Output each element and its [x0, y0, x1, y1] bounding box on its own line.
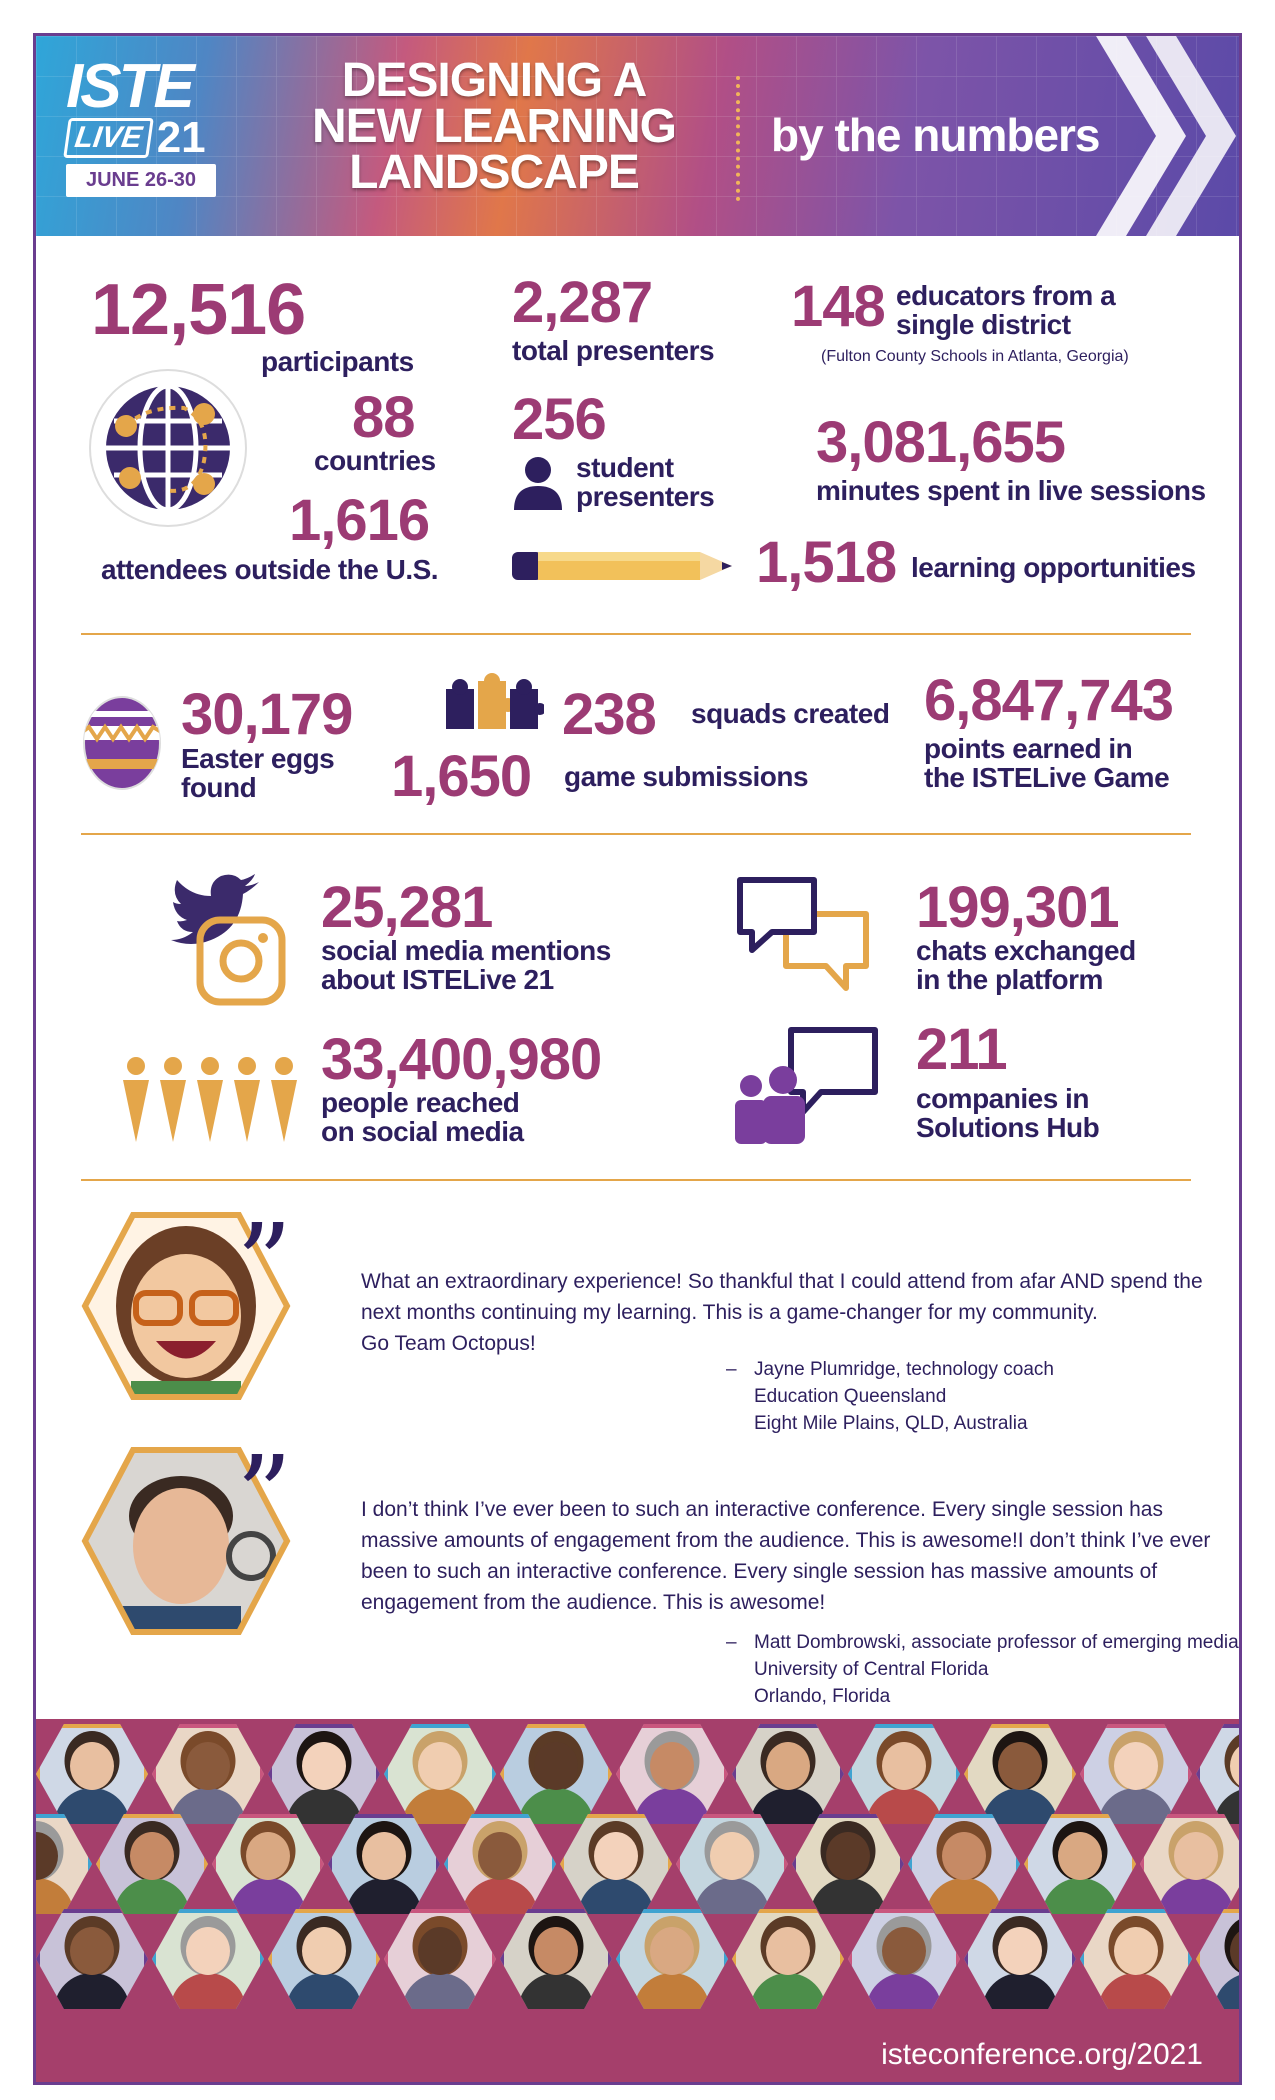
minutes-label: minutes spent in live sessions: [816, 475, 1206, 506]
dotted-divider: [736, 76, 740, 201]
participants-label: participants: [261, 346, 414, 377]
logo-live: LIVE: [63, 118, 153, 158]
quote-mark-icon: ”: [236, 1200, 293, 1328]
logo-iste: ISTE: [66, 52, 192, 121]
attendee-photo: [1140, 1814, 1239, 1914]
attendee-photo: [384, 1909, 496, 2009]
attendee-photo: [848, 1909, 960, 2009]
attendee-photo: [792, 1814, 904, 1914]
attendee-photo: [560, 1814, 672, 1914]
attendee-photo: [732, 1724, 844, 1824]
attendee-photo: [500, 1909, 612, 2009]
outside-us-value: 1,616: [289, 488, 430, 553]
attendee-photo: [1196, 1724, 1239, 1824]
attendee-photo: [964, 1724, 1076, 1824]
outside-us-label: attendees outside the U.S.: [101, 554, 439, 585]
eggs-value: 30,179: [181, 682, 353, 747]
minutes-value: 3,081,655: [816, 410, 1066, 475]
logo-year: 21: [156, 113, 206, 162]
people-speech-icon: [731, 1026, 881, 1146]
points-value: 6,847,743: [924, 668, 1174, 733]
points-label: points earned in the ISTELive Game: [924, 733, 1170, 794]
attendee-photo: [500, 1724, 612, 1824]
divider: [81, 1179, 1191, 1181]
mentions-label: social media mentions about ISTELive 21: [321, 935, 611, 996]
attendee-photo: [328, 1814, 440, 1914]
companies-value: 211: [916, 1017, 1007, 1082]
people-pins-icon: [121, 1056, 311, 1144]
page-subtitle: by the numbers: [771, 109, 1100, 161]
reached-value: 33,400,980: [321, 1027, 602, 1092]
learning-value: 1,518: [756, 530, 897, 595]
quote-attribution-2: Matt Dombrowski, associate professor of emerging media University of Central Florida Orlando, Florida: [754, 1632, 1239, 1707]
footer-bar: [36, 2024, 1239, 2085]
pencil-icon: [512, 548, 737, 584]
attendee-photo: [676, 1814, 788, 1914]
quote-text-2: I don’t think I’ve ever been to such an interactive conference. Every single session has massive amounts of engagement from the audience. This is awesome!I don’t think I’ve ever been to such an interactive conference. Every single session has massive amounts of engagement from the audience. This is awesome!: [361, 1498, 1211, 1614]
squads-value: 238: [562, 682, 656, 747]
attendee-photo: [964, 1909, 1076, 2009]
quote-attribution-1: Jayne Plumridge, technology coach Education Queensland Eight Mile Plains, QLD, Australia: [754, 1359, 1054, 1434]
reached-label: people reached on social media: [321, 1087, 524, 1148]
attendee-photo: [36, 1724, 148, 1824]
attendee-photo: [444, 1814, 556, 1914]
quote-text-1: What an extraordinary experience! So thankful that I could attend from afar AND spend the next months continuing my learning. This is a game-changer for my community. Go Team Octopus!: [361, 1270, 1203, 1355]
chats-label: chats exchanged in the platform: [916, 935, 1136, 996]
presenters-value: 2,287: [512, 270, 653, 335]
divider: [81, 633, 1191, 635]
presenters-label: total presenters: [512, 335, 715, 366]
squads-label: squads created: [691, 698, 890, 729]
educators-label: educators from a single district: [896, 280, 1116, 341]
student-presenters-value: 256: [512, 387, 606, 452]
participants-value: 12,516: [91, 270, 306, 350]
event-dates: JUNE 26-30: [66, 164, 216, 197]
photo-mosaic: [36, 1719, 1239, 2024]
person-icon: [512, 456, 564, 510]
attendee-photo: [212, 1814, 324, 1914]
eggs-label: Easter eggs found: [181, 743, 335, 804]
chevron-right-icon: [1146, 36, 1236, 236]
attendee-photo: [848, 1724, 960, 1824]
countries-value: 88: [352, 385, 415, 450]
chats-value: 199,301: [916, 875, 1119, 940]
attendee-photo: [96, 1814, 208, 1914]
puzzle-pieces-icon: [444, 673, 544, 735]
mentions-value: 25,281: [321, 875, 493, 940]
student-presenters-label: student presenters: [576, 452, 715, 513]
attendee-photo: [152, 1724, 264, 1824]
header-banner: [36, 36, 1239, 236]
attendee-photo: [1024, 1814, 1136, 1914]
quote-mark-icon: ”: [236, 1432, 293, 1560]
attendee-photo: [152, 1909, 264, 2009]
attendee-photo: [384, 1724, 496, 1824]
attendee-photo: [616, 1909, 728, 2009]
attendee-photo: [616, 1724, 728, 1824]
submissions-label: game submissions: [564, 761, 809, 792]
globe-icon: [86, 366, 251, 531]
instagram-icon: [196, 916, 286, 1006]
chat-bubbles-icon: [736, 876, 871, 991]
attendee-photo: [732, 1909, 844, 2009]
educators-value: 148: [791, 274, 885, 339]
easter-egg-icon: [81, 691, 163, 791]
learning-label: learning opportunities: [911, 552, 1196, 583]
attendee-photo: [36, 1909, 148, 2009]
attendee-photo: [36, 1814, 92, 1914]
infographic-frame: [33, 33, 1242, 2085]
attendee-photo: [1080, 1724, 1192, 1824]
iste-live-logo: [66, 52, 216, 197]
footer-url[interactable]: isteconference.org/2021: [881, 2038, 1203, 2071]
companies-label: companies in Solutions Hub: [916, 1083, 1100, 1144]
educators-note: (Fulton County Schools in Atlanta, Georgia): [821, 348, 1129, 365]
quote-dash: –: [726, 1359, 737, 1380]
attendee-photo: [268, 1724, 380, 1824]
page-title: DESIGNING A NEW LEARNING LANDSCAPE: [312, 54, 676, 199]
attendee-photo: [268, 1909, 380, 2009]
divider: [81, 833, 1191, 835]
attendee-photo: [1080, 1909, 1192, 2009]
submissions-value: 1,650: [391, 744, 532, 809]
attendee-photo: [1196, 1909, 1239, 2009]
quote-dash: –: [726, 1632, 737, 1653]
countries-label: countries: [314, 445, 436, 476]
attendee-photo: [908, 1814, 1020, 1914]
